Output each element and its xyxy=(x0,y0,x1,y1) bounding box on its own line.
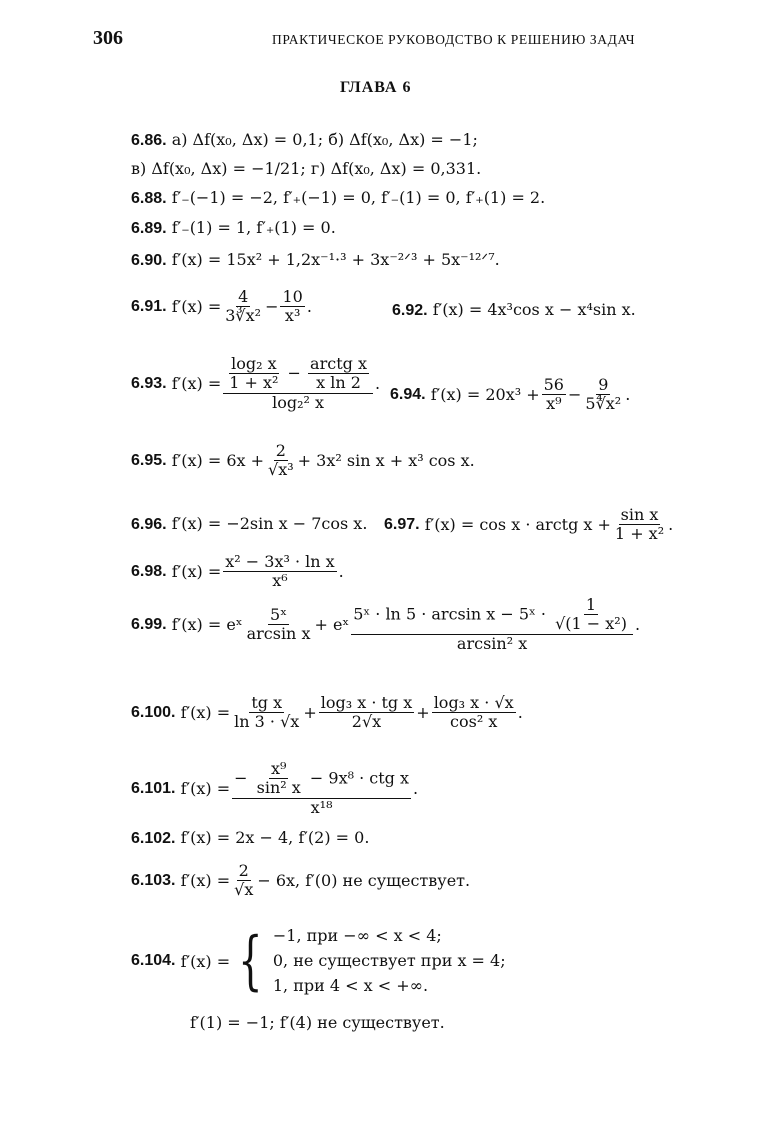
piecewise-cases: −1, при −∞ < x < 4; 0, не существует при x = 4; 1, при 4 < x < +∞. xyxy=(272,926,506,995)
answer-6-103: 6.103. f′(x) = $\frac{2}{√x}$ − 6x, f′(0) не существует. xyxy=(131,861,471,900)
running-title: ПРАКТИЧЕСКОЕ РУКОВОДСТВО К РЕШЕНИЮ ЗАДАЧ xyxy=(272,32,636,47)
fraction: $\frac{10}{\text{x³}}$ xyxy=(282,287,303,326)
answer-6-92: 6.92. f′(x) = 4x³cos x − x⁴sin x. xyxy=(392,300,636,319)
answer-6-100: 6.100. f′(x) = $\frac{\text{tg x}}{\ln 3 \cdot √x}$ + $\frac{\text{log₃ x · tg x}}{2√x}$ + $\frac{\text{log₃ x · √x}}{\text{cos² x}}$ . xyxy=(131,693,523,732)
answer-6-99: 6.99. f′(x) = eˣ $\frac{\text{5ˣ}}{\text{arcsin x}}$ + eˣ 5ˣ · ln 5 · arcsin x − 5ˣ · $\frac{1}{\text{√(1 − x²)}}$ arcsin² x . xyxy=(131,595,641,653)
answer-6-104: 6.104. f′(x) = { −1, при −∞ < x < 4; 0, не существует при x = 4; 1, при 4 < x < +∞. xyxy=(131,924,506,999)
fraction: $\frac{4}{\text{3∛x²}}$ xyxy=(225,287,262,326)
answer-6-90: 6.90. f′(x) = 15x² + 1,2x⁻¹·³ + 3x⁻²ᐟ³ + 5x⁻¹²ᐟ⁷. xyxy=(131,250,500,269)
answer-6-86-cont xyxy=(131,159,481,178)
left-brace: { xyxy=(238,924,263,999)
answer-6-93: 6.93. f′(x) = $\frac{\text{log₂ x}}{\text{1 + x²}}$ − $\frac{\text{arctg x}}{\text{x ln 2}}$ log₂² x . xyxy=(131,354,381,412)
answer-6-88: 6.88. f′₋(−1) = −2, f′₊(−1) = 0, f′₋(1) = 0, f′₊(1) = 2. xyxy=(131,188,546,207)
answer-6-96: 6.96. f′(x) = −2sin x − 7cos x. xyxy=(131,514,368,533)
compound-fraction: $\frac{\text{log₂ x}}{\text{1 + x²}}$ − $\frac{\text{arctg x}}{\text{x ln 2}}$ log₂² x xyxy=(223,355,373,412)
answer-6-91: 6.91. f′(x) = $\frac{4}{\text{3∛x²}}$ − $\frac{10}{\text{x³}}$ . xyxy=(131,287,312,326)
answer-6-95: 6.95. f′(x) = 6x + $\frac{2}{\text{√x³}}$ + 3x² sin x + x³ cos x. xyxy=(131,441,475,480)
answer-6-97: 6.97. f′(x) = cos x · arctg x + $\frac{\text{sin x}}{\text{1 + x²}}$ . xyxy=(384,505,674,544)
answer-6-86-d: г) Δf(x₀, Δx) = 0,331. xyxy=(310,159,482,178)
answer-6-101: 6.101. f′(x) = − $\frac{\text{x⁹}}{\text{sin² x}}$ − 9x⁸ · ctg x x¹⁸ . xyxy=(131,759,419,817)
chapter-title: ГЛАВА 6 xyxy=(340,79,412,96)
answer-6-102: 6.102. f′(x) = 2x − 4, f′(2) = 0. xyxy=(131,828,370,847)
answer-6-104-final: f′(1) = −1; f′(4) не существует. xyxy=(190,1013,445,1032)
answer-6-89: 6.89. f′₋(1) = 1, f′₊(1) = 0. xyxy=(131,218,336,237)
answer-6-86: 6.86. а) Δf(x₀, Δx) = 0,1; б) Δf(x₀, Δx) = −1; xyxy=(131,130,478,149)
answer-6-86-b: б) Δf(x₀, Δx) = −1; xyxy=(328,130,478,149)
answer-6-86-a: а) Δf(x₀, Δx) = 0,1; xyxy=(171,130,324,149)
answer-6-94: 6.94. f′(x) = 20x³ + $\frac{56}{\text{x⁹}}$ − $\frac{9}{\text{5∜x²}}$ . xyxy=(390,375,631,414)
answer-6-98: 6.98. f′(x) = $\frac{\text{x² − 3x³ · ln x}}{\text{x⁶}}$ . xyxy=(131,552,344,591)
page-number: 306 xyxy=(93,27,123,49)
answer-6-86-c: в) Δf(x₀, Δx) = −1/21; xyxy=(131,159,306,178)
